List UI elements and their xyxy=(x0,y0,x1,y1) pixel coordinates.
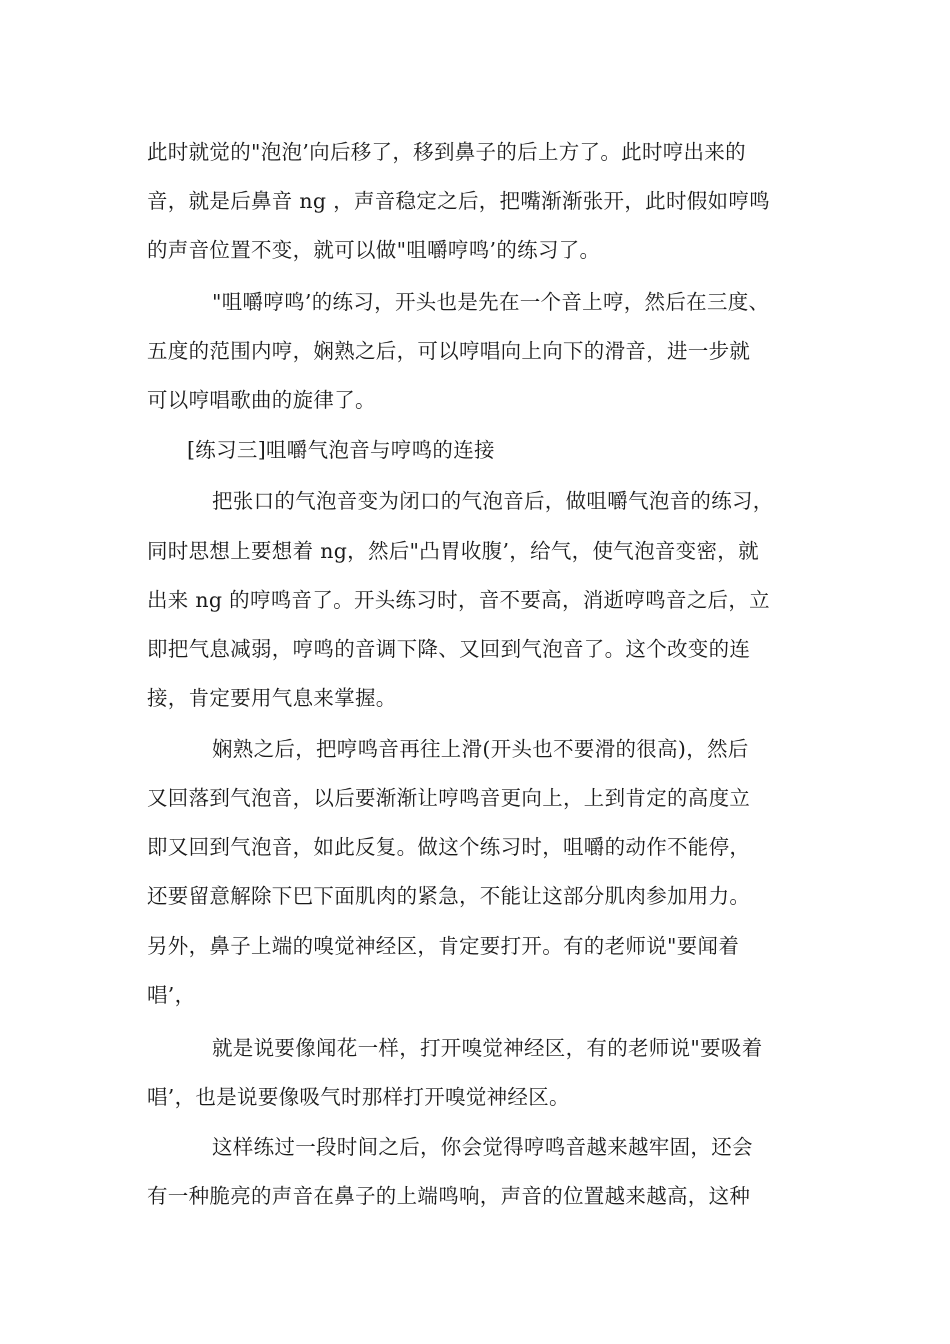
text-line: 还要留意解除下巴下面肌肉的紧急，不能让这部分肌肉参加用力。 xyxy=(147,884,751,908)
text-line: 有一种脆亮的声音在鼻子的上端鸣响，声音的位置越来越高，这种 xyxy=(147,1184,751,1208)
section-heading: [练习三]咀嚼气泡音与哼鸣的连接 xyxy=(187,438,495,462)
text-line: "咀嚼哼鸣’的练习，开头也是先在一个音上哼，然后在三度、 xyxy=(212,290,770,314)
text-line: 唱’， xyxy=(147,983,196,1007)
text-line: 就是说要像闻花一样，打开嗅觉神经区，有的老师说"要吸着 xyxy=(212,1036,763,1060)
text-line: 同时思想上要想着 ng，然后"凸胃收腹’，给气，使气泡音变密，就 xyxy=(147,539,759,563)
text-line: 此时就觉的"泡泡’向后移了，移到鼻子的后上方了。此时哼出来的 xyxy=(147,140,746,164)
text-line: 五度的范围内哼，娴熟之后，可以哼唱向上向下的滑音，进一步就 xyxy=(147,339,751,363)
text-line: 把张口的气泡音变为闭口的气泡音后，做咀嚼气泡音的练习， xyxy=(212,489,774,513)
text-line: 出来 ng 的哼鸣音了。开头练习时，音不要高，消逝哼鸣音之后，立 xyxy=(147,588,770,612)
text-line: 这样练过一段时间之后，你会觉得哼鸣音越来越牢固，还会 xyxy=(212,1135,753,1159)
text-line: 音，就是后鼻音 ng ，声音稳定之后，把嘴渐渐张开，此时假如哼鸣 xyxy=(147,189,770,213)
text-line: 唱’，也是说要像吸气时那样打开嗅觉神经区。 xyxy=(147,1085,570,1109)
text-line: 可以哼唱歌曲的旋律了。 xyxy=(147,388,376,412)
text-line: 即把气息减弱，哼鸣的音调下降、又回到气泡音了。这个改变的连 xyxy=(147,637,751,661)
text-line: 又回落到气泡音，以后要渐渐让哼鸣音更向上，上到肯定的高度立 xyxy=(147,786,751,810)
text-line: 娴熟之后，把哼鸣音再往上滑(开头也不要滑的很高)，然后 xyxy=(212,737,749,761)
text-line: 接，肯定要用气息来掌握。 xyxy=(147,686,397,710)
text-line: 的声音位置不变，就可以做"咀嚼哼鸣’的练习了。 xyxy=(147,238,601,262)
text-line: 另外，鼻子上端的嗅觉神经区，肯定要打开。有的老师说"要闻着 xyxy=(147,934,740,958)
text-line: 即又回到气泡音，如此反复。做这个练习时，咀嚼的动作不能停， xyxy=(147,835,751,859)
